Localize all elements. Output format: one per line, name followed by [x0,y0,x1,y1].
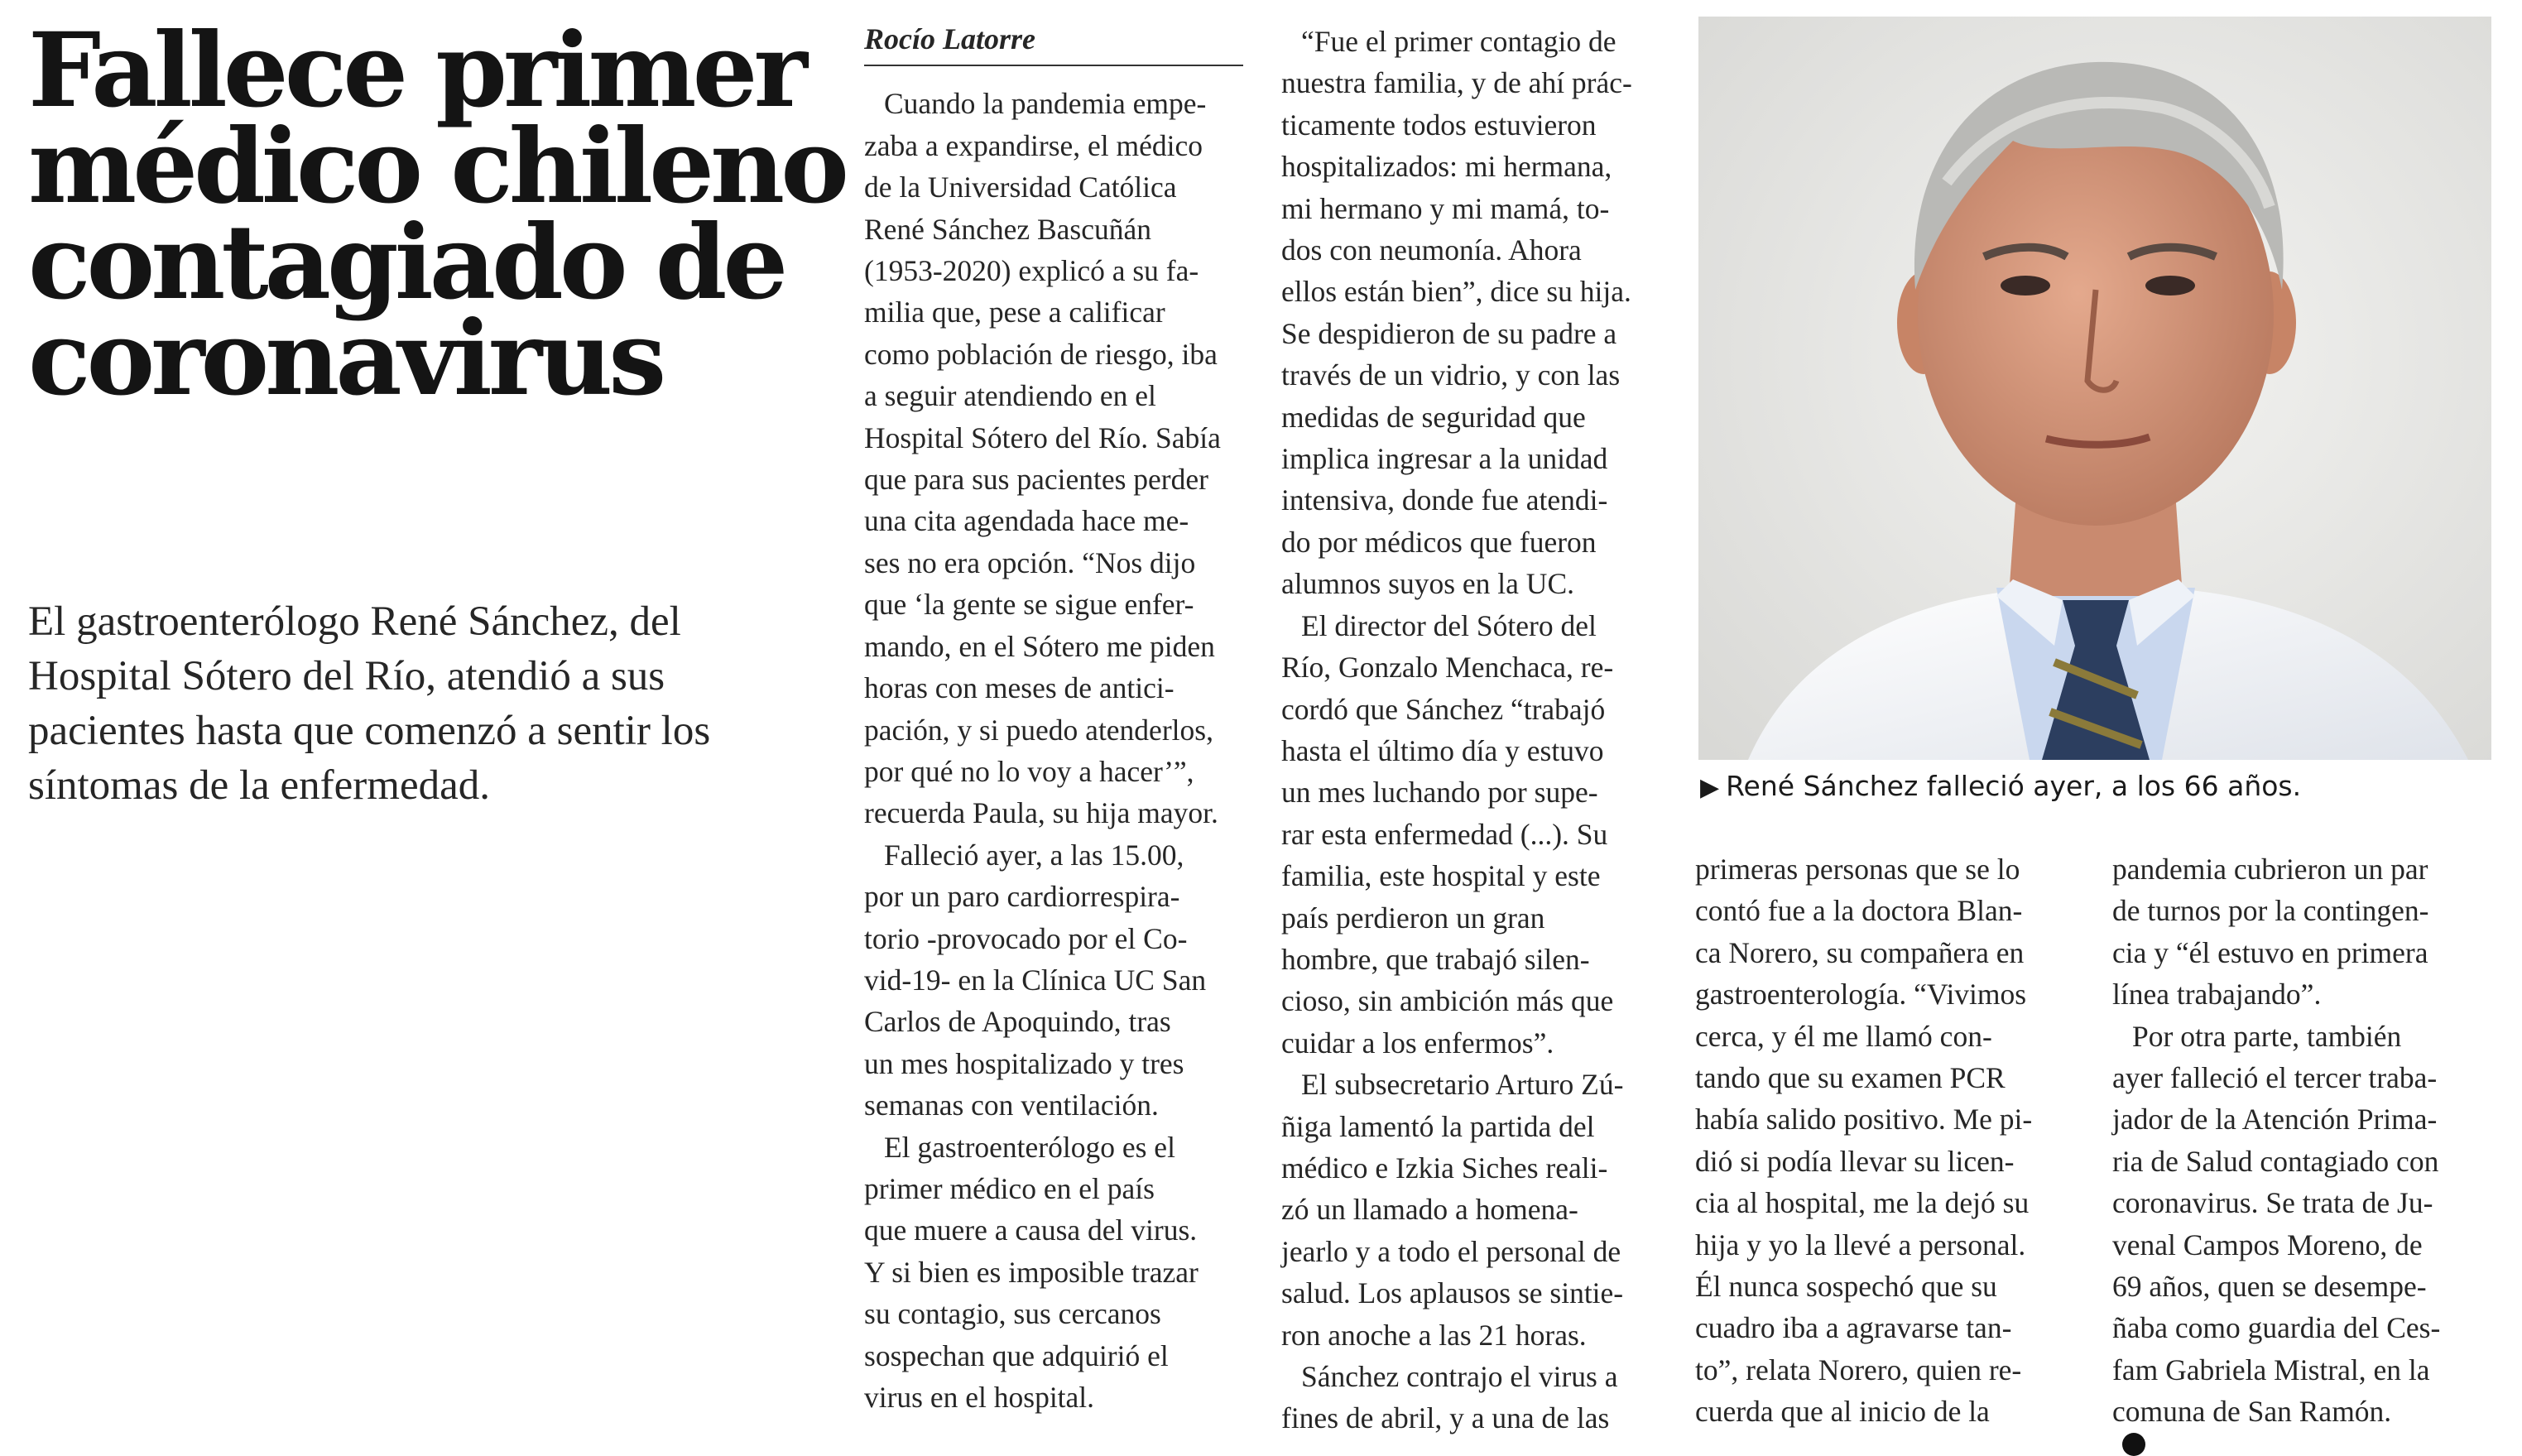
body-line: zó un llamado a homena- [1281,1193,1578,1227]
body-line: Y si bien es imposible trazar [864,1255,1199,1289]
body-line: René Sánchez Bascuñán [864,212,1151,246]
body-line: su contagio, sus cercanos [864,1297,1161,1331]
body-line: hospitalizados: mi hermana, [1281,150,1612,184]
body-line: torio -provocado por el Co- [864,921,1188,955]
body-line: por un paro cardiorrespira- [864,880,1180,914]
body-line: cioso, sin ambición más que [1281,984,1614,1018]
body-line: cordó que Sánchez “trabajó [1281,692,1606,726]
body-line: había salido positivo. Me pi- [1695,1103,2033,1136]
lead-summary [28,594,848,813]
body-line: nuestra familia, y de ahí prác- [1281,66,1632,100]
body-line: fam Gabriela Mistral, en la [2112,1353,2430,1386]
body-line: cia y “él estuvo en primera [2112,935,2428,969]
body-line: hija y yo la llevé a personal. [1695,1228,2026,1261]
body-line: ron anoche a las 21 horas. [1281,1318,1587,1352]
body-line: por qué no lo voy a hacer’”, [864,754,1194,788]
body-line: Falleció ayer, a las 15.00, [884,838,1184,872]
body-line: “Fue el primer contagio de [1301,25,1616,58]
body-line: jador de la Atención Prima- [2112,1103,2438,1136]
body-line: dos con neumonía. Ahora [1281,233,1582,267]
body-line: de la Universidad Católica [864,171,1177,204]
body-line: cuerda que al inicio de la [1695,1395,1990,1429]
body-line: ca Norero, su compañera en [1695,935,2025,969]
body-line: familia, este hospital y este [1281,859,1601,893]
body-line: zaba a expandirse, el médico [864,128,1203,162]
body-line: intensiva, donde fue atendi- [1281,483,1608,517]
body-line: cia al hospital, me la dejó su [1695,1186,2030,1220]
body-line: Hospital Sótero del Río. Sabía [864,420,1221,454]
lead-line: Hospital Sótero del Río, atendió a sus [28,653,665,699]
body-line: mi hermano y mi mamá, to- [1281,191,1610,225]
body-line: semanas con ventilación. [864,1088,1159,1122]
body-line: pandemia cubrieron un par [2112,853,2428,886]
body-line-final [2112,1391,2497,1455]
body-line: fines de abril, y a una de las [1281,1401,1610,1435]
body-line: sospechan que adquirió el [864,1338,1169,1372]
body-line: ellos están bien”, dice su hija. [1281,275,1631,309]
end-mark-icon [2122,1433,2145,1456]
body-line: primeras personas que se lo [1695,853,2020,886]
body-line: un mes luchando por supe- [1281,776,1598,810]
body-line: salud. Los aplausos se sintie- [1281,1276,1624,1310]
body-line: que para sus pacientes perder [864,463,1208,497]
body-line: pación, y si puedo atenderlos, [864,713,1213,747]
byline-author: Rocío Latorre [864,18,1243,66]
headline-line: coronavirus [28,299,663,419]
body-line: Se despidieron de su padre a [1281,316,1617,350]
headline-line: Fallece primer [28,11,804,131]
body-line: Cuando la pandemia empe- [884,87,1207,121]
portrait-photo [1698,17,2491,760]
body-line: una cita agendada hace me- [864,504,1189,538]
body-line: to”, relata Norero, quien re- [1695,1353,2022,1386]
body-line: que muere a causa del virus. [864,1213,1198,1247]
headline-line: contagiado de [28,203,785,323]
body-line: contó fue a la doctora Blan- [1695,894,2023,928]
body-line: cerca, y él me llamó con- [1695,1019,1992,1053]
body-line: virus en el hospital. [864,1381,1095,1414]
body-line: médico e Izkia Siches reali- [1281,1151,1608,1185]
headline-line: médico chileno [28,107,845,227]
body-line-text: comuna de San Ramón. [2112,1395,2392,1429]
body-line: medidas de seguridad que [1281,400,1586,434]
body-line: ayer falleció el tercer traba- [2112,1061,2438,1095]
body-line: alumnos suyos en la UC. [1281,567,1574,601]
body-line: venal Campos Moreno, de [2112,1228,2423,1261]
body-column-1 [864,18,1249,1418]
body-line: milia que, pese a calificar [864,296,1165,329]
body-line: implica ingresar a la unidad [1281,442,1608,476]
headline [28,11,845,419]
body-line: Sánchez contrajo el virus a [1301,1360,1618,1393]
body-line: primer médico en el país [864,1171,1155,1205]
body-column-3 [1695,848,2080,1433]
body-line: horas con meses de antici- [864,671,1175,705]
body-line: través de un vidrio, y con las [1281,358,1621,392]
lead-line: El gastroenterólogo René Sánchez, del [28,598,681,645]
caption-text: René Sánchez falleció ayer, a los 66 años. [1726,770,2302,802]
body-column-4 [2112,848,2497,1456]
body-line: línea trabajando”. [2112,978,2322,1012]
body-line: tando que su examen PCR [1695,1061,2006,1095]
body-line: como población de riesgo, iba [864,337,1218,371]
body-line: ticamente todos estuvieron [1281,108,1597,142]
body-line: dió si podía llevar su licen- [1695,1144,2015,1178]
body-line: El director del Sótero del [1301,608,1597,642]
body-line: cuadro iba a agravarse tan- [1695,1311,2012,1345]
body-line: ses no era opción. “Nos dijo [864,545,1196,579]
photo-caption [1700,770,2301,802]
body-line: un mes hospitalizado y tres [864,1046,1184,1080]
body-line: gastroenterología. “Vivimos [1695,978,2027,1012]
body-line: hasta el último día y estuvo [1281,733,1604,767]
body-line: que ‘la gente se sigue enfer- [864,588,1194,622]
body-line: recuerda Paula, su hija mayor. [864,796,1218,830]
body-line: cuidar a los enfermos”. [1281,1026,1554,1060]
body-line: mando, en el Sótero me piden [864,629,1215,663]
body-line: ñiga lamentó la partida del [1281,1109,1595,1143]
body-line: Río, Gonzalo Menchaca, re- [1281,651,1614,685]
caption-arrow-icon: ▶ [1700,773,1720,802]
body-line: a seguir atendiendo en el [864,379,1156,413]
body-line: ñaba como guardia del Ces- [2112,1311,2441,1345]
lead-line: síntomas de la enfermedad. [28,762,490,809]
body-line: país perdieron un gran [1281,901,1545,935]
body-line: coronavirus. Se trata de Ju- [2112,1186,2433,1220]
body-line: (1953-2020) explicó a su fa- [864,254,1199,288]
body-column-2 [1281,21,1666,1439]
body-line: vid-19- en la Clínica UC San [864,963,1207,997]
body-line: El gastroenterólogo es el [884,1130,1175,1164]
body-line: ria de Salud contagiado con [2112,1144,2439,1178]
body-line: rar esta enfermedad (...). Su [1281,817,1608,851]
body-line: Él nunca sospechó que su [1695,1270,1997,1304]
lead-line: pacientes hasta que comenzó a sentir los [28,708,711,754]
body-line: Carlos de Apoquindo, tras [864,1005,1171,1039]
body-line: de turnos por la contingen- [2112,894,2429,928]
body-line: 69 años, quen se desempe- [2112,1270,2427,1304]
body-line: do por médicos que fueron [1281,525,1597,559]
body-line: El subsecretario Arturo Zú- [1301,1068,1624,1102]
body-line: hombre, que trabajó silen- [1281,942,1590,976]
body-line: jearlo y a todo el personal de [1281,1234,1621,1268]
body-line: Por otra parte, también [2132,1019,2402,1053]
